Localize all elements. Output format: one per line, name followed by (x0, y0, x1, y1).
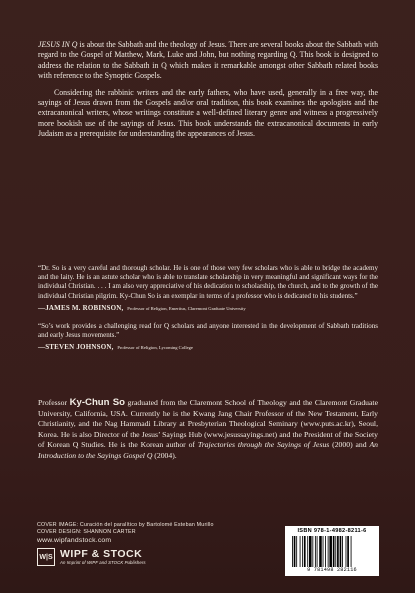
publisher-logo-icon: W|S (37, 548, 55, 566)
barcode-bar (312, 536, 313, 567)
barcode-bar (325, 536, 326, 567)
barcode-bar (346, 536, 347, 567)
barcode-digits: 9 781498 282116 (307, 567, 357, 573)
barcode-bar (304, 536, 306, 567)
endorsement-attribution (38, 343, 378, 352)
bio-lead: Professor (38, 398, 70, 407)
publisher-name: WIPF & STOCK (60, 548, 143, 560)
endorser-role: Professor of Religion, Emeritus, Claremont Graduate University (127, 305, 246, 311)
author-bio (38, 398, 378, 461)
barcode-bar (296, 536, 297, 567)
author-bio-text (38, 398, 378, 461)
description-paragraph-1 (38, 40, 378, 82)
barcode-bar (315, 536, 316, 567)
endorsements (38, 264, 378, 362)
barcode-bar (347, 536, 349, 567)
bio-text: (2004). (152, 450, 177, 460)
barcode-bar (323, 536, 324, 567)
cover-design-credit: COVER DESIGN: SHANNON CARTER (37, 529, 136, 535)
endorsement-2 (38, 322, 378, 353)
publisher-imprint: An Imprint of WIPF and STOCK Publishers (60, 560, 146, 565)
endorser-name: —STEVEN JOHNSON, (38, 343, 114, 352)
barcode-bar (337, 536, 339, 567)
barcode-icon (292, 536, 372, 567)
barcode-bar (307, 536, 308, 567)
book-description (38, 40, 378, 140)
cover-credits (37, 522, 227, 544)
book-title-2: An Introduction to the Sayings Gospel Q (38, 440, 378, 460)
isbn-number: ISBN 978-1-4982-8211-6 (297, 528, 367, 534)
isbn-barcode (285, 526, 379, 576)
barcode-bar (333, 536, 335, 567)
publisher-block (37, 548, 146, 566)
endorsement-1 (38, 264, 378, 313)
book-title: JESUS IN Q (38, 40, 78, 49)
bio-text: (2000) and (329, 440, 370, 449)
barcode-bar (342, 536, 343, 567)
publisher-url: www.wipfandstock.com (37, 537, 112, 544)
barcode-bar (351, 536, 352, 567)
barcode-bar (294, 536, 296, 567)
barcode-bar (340, 536, 342, 567)
description-paragraph-2: Considering the rabbinic writers and the early fathers, who have used, generally in a free way, the sayings of Jesus drawn from the Gospels and/or oral tradition, this book examines the apologists and the extracanonical writers, whose writings constitute a well-defined literary genre and witness a progressively more bookish use of the sayings of Jesus. This book understands the extracanonical documents in early Judaism as a prerequisite for understanding the appearances of Jesus. (38, 87, 378, 139)
barcode-bar (319, 536, 322, 567)
bio-text: graduated from the Claremont School of Theology and the Claremont Graduate University, California, USA. Currently he is the Kwang Jang Chair Professor of the New Testament, Early Christianity, and the Nag Hammadi Library at Presbyterian Theological Seminary (www.puts.ac.kr), Seoul, Korea. He is also Director of the Jesus’ Sayings Hub (www.jesussayings.net) and the President of the Society of Korean Q Studies. He is the Korean author of (38, 398, 378, 449)
endorser-name: —JAMES M. ROBINSON, (38, 303, 124, 312)
endorsement-attribution (38, 304, 378, 313)
barcode-bar (328, 536, 329, 567)
barcode-bar (292, 536, 293, 567)
barcode-bar (317, 536, 318, 567)
barcode-bar (335, 536, 336, 567)
endorsement-quote: “So’s work provides a challenging read for Q scholars and anyone interested in the development of Sabbath traditions and early Jesus movements.” (38, 322, 378, 340)
endorsement-quote: “Dr. So is a very careful and thorough scholar. He is one of those very few scholars who is able to bridge the academy and the laity. He is an astute scholar who is able to translate scholarship in very meaningful and significant ways for the individual Christian. . . . I am also very appreciative of his dedication to scholarship, the church, and to the growth of the individual Christian pilgrim. Ky-Chun So is an exemplar in terms of a professor who is dedicated to his students.” (38, 264, 378, 300)
author-name: Ky-Chun So (69, 397, 126, 408)
barcode-bar (302, 536, 303, 567)
book-title-1: Trajectories through the Sayings of Jesus (197, 440, 330, 449)
barcode-bar (300, 536, 301, 567)
barcode-bar (329, 536, 332, 567)
description-text: is about the Sabbath and the theology of Jesus. There are several books about the Sabbath with regard to the Gospel of Matthew, Mark, Luke and John, but nothing regarding Q. This book is designed to address the relation to the Sabbath in Q which makes it remarkable amongst other Sabbath related books with reference to the Synoptic Gospels. (38, 40, 378, 81)
cover-image-credit: COVER IMAGE: Curación del paralítico by Bartolomé Esteban Murillo (37, 522, 214, 528)
endorser-role: Professor of Religion, Lycoming College (117, 345, 193, 351)
publisher-text (60, 549, 146, 565)
barcode-bar (309, 536, 312, 567)
